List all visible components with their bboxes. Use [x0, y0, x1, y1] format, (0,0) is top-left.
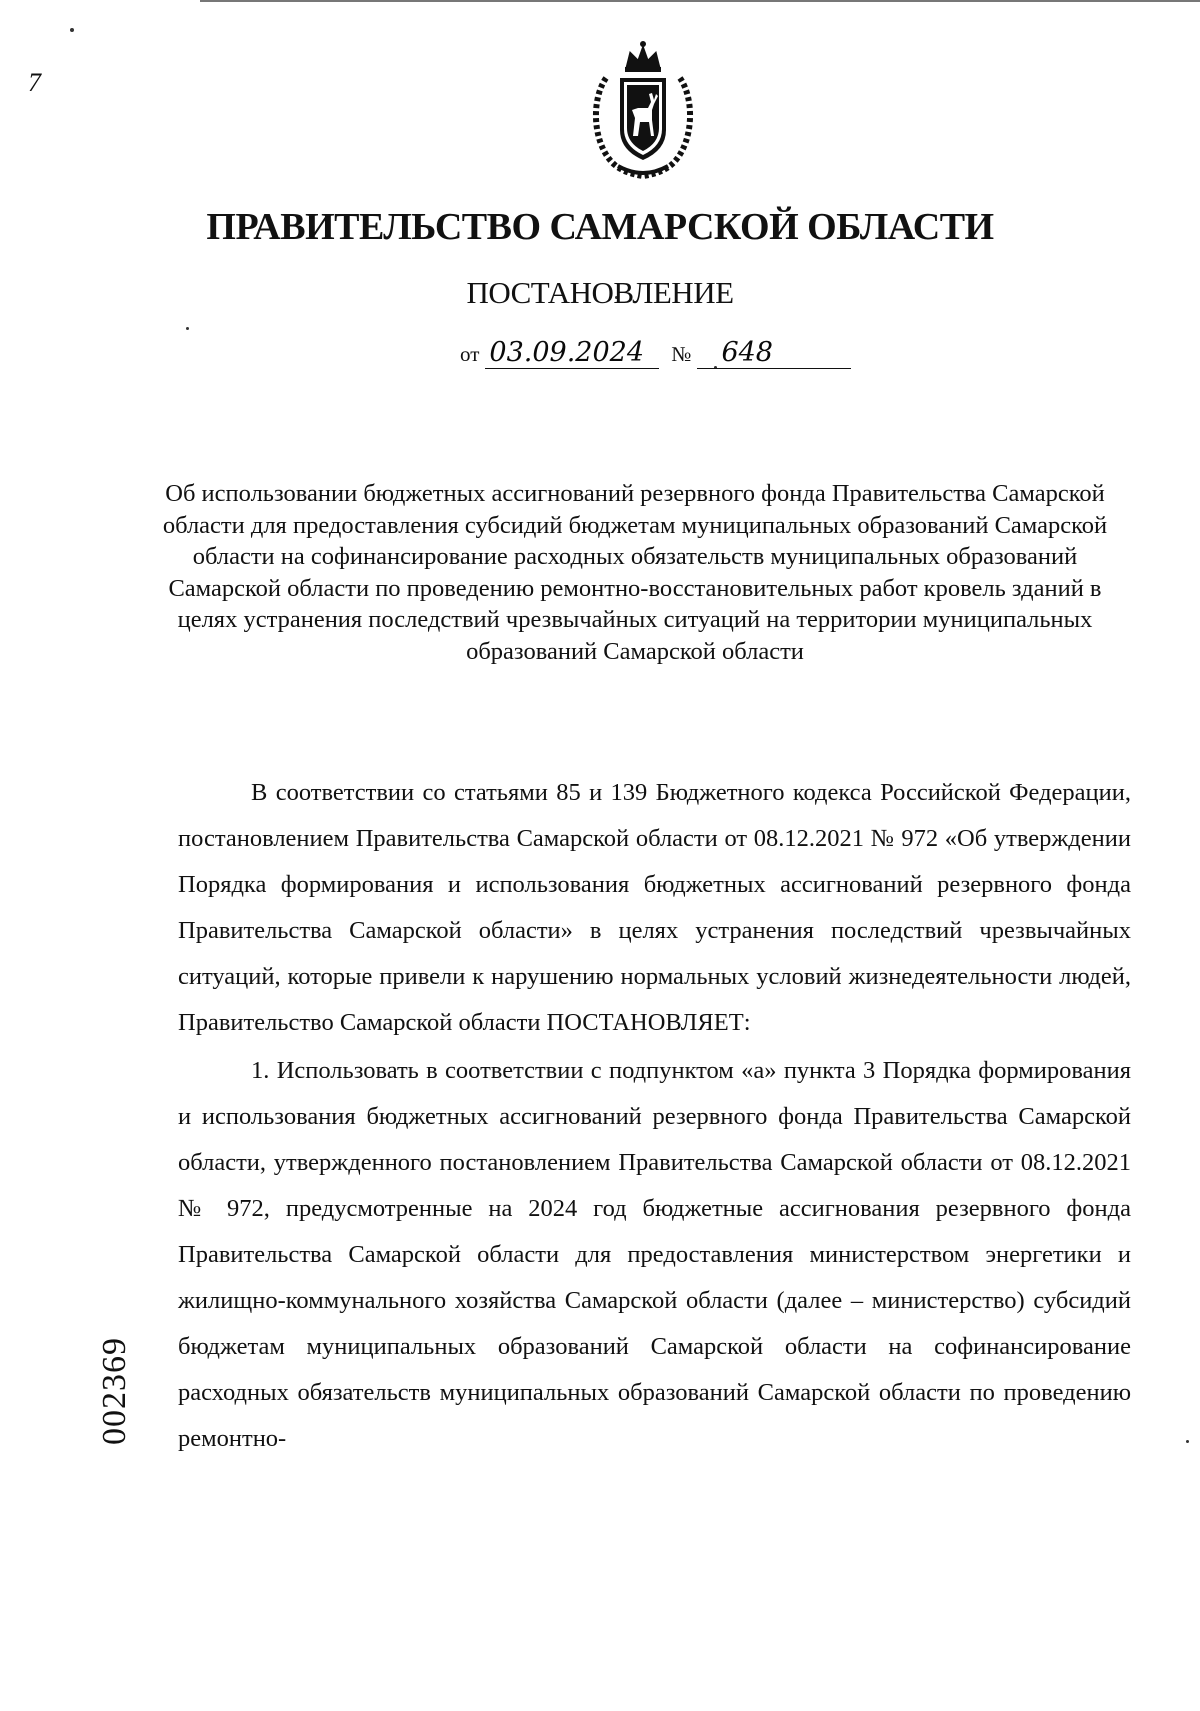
scan-speck — [186, 327, 189, 330]
handwritten-date: 03.09.2024 — [485, 338, 659, 369]
handwritten-number: 648 — [697, 338, 851, 369]
scan-speck — [70, 28, 74, 32]
date-prefix: от — [460, 342, 480, 366]
number-prefix: № — [671, 342, 692, 366]
document-type: ПОСТАНОВЛЕНИЕ — [466, 275, 734, 310]
body-paragraph: 1. Использовать в соответствии с подпунктом «а» пункта 3 Порядка формирования и использования бюджетных ассигнований резервного фонда Правительства Самарской области, утвержденного постановлением Правительства Самарской области от 08.12.2021 № 972, предусмотренные на 2024 год бюджетные ассигнования резервного фонда Правительства Самарской области для предоставления министерством энергетики и жилищно-коммунального хозяйства Самарской области (далее – министерство) субсидий бюджетам муниципальных образований Самарской области на софинансирование расходных обязательств муниципальных образований Самарской области по проведению ремонтно- — [178, 1057, 1131, 1452]
margin-tick-mark: 7 — [28, 68, 41, 97]
authority-title: ПРАВИТЕЛЬСТВО САМАРСКОЙ ОБЛАСТИ — [206, 206, 994, 248]
body-paragraph: В соответствии со статьями 85 и 139 Бюджетного кодекса Российской Федерации, постановлением Правительства Самарской области от 08.12.2021 № 972 «Об утверждении Порядка формирования и использования бюджетных ассигнований резервного фонда Правительства Самарской области» в целях устранения последствий чрезвычайных ситуаций, которые привели к нарушению нормальных условий жизнедеятельности людей, Правительство Самарской области ПОСТАНОВЛЯЕТ: — [178, 779, 1131, 1036]
samara-coat-of-arms-icon — [588, 38, 698, 180]
scan-edge-line — [200, 0, 1200, 2]
document-heading: Об использовании бюджетных ассигнований резервного фонда Правительства Самарской области для предоставления субсидий бюджетам муниципальных образований Самарской области на софинансирование расходных обязательств муниципальных образований Самарской области по проведению ремонтно-восстановительных работ кровель зданий в целях устранения последствий чрезвычайных ситуаций на территории муниципальных образований Самарской области — [162, 480, 1108, 665]
scan-speck — [1186, 1440, 1189, 1443]
document-date-number-line — [458, 335, 851, 369]
document-body — [178, 770, 1131, 1462]
registry-number-stamp: 002369 — [96, 1337, 133, 1445]
